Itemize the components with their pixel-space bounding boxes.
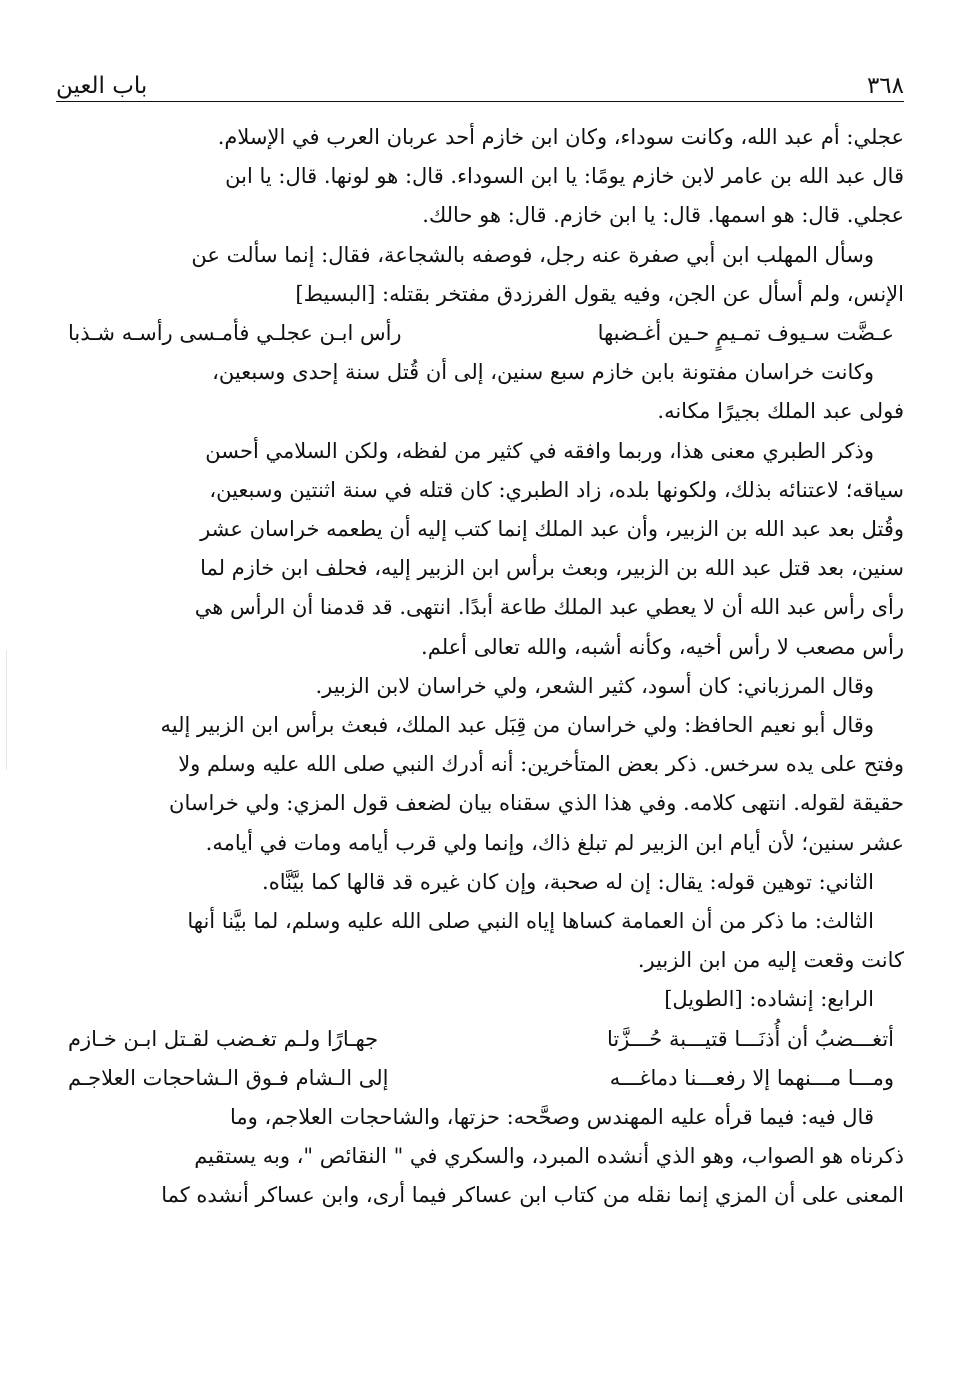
text-line: سياقه؛ لاعتنائه بذلك، ولكونها بلده، زاد الطبري: كان قتله في سنة اثنتين وسبعين، [209,477,904,502]
hemistich-first: عـضَّت سـيوف تمـيمٍ حـين أغـضبها [597,321,894,346]
text-line: المعنى على أن المزي إنما نقله من كتاب ابن عساكر فيما أرى، وابن عساكر أنشده كما [161,1183,904,1208]
poem-verse [56,314,904,353]
text-line: وقال المرزباني: كان أسود، كثير الشعر، ولي خراسان لابن الزبير. [315,673,874,698]
page-number: ٣٦٨ [866,73,904,99]
text-line: فولى عبد الملك بجيرًا مكانه. [657,399,904,424]
poem-verse [56,1059,904,1098]
text-line: قال عبد الله بن عامر لابن خازم يومًا: يا ابن السوداء. قال: هو لونها. قال: يا ابن [225,164,904,189]
text-line: وقال أبو نعيم الحافظ: ولي خراسان من قِبَل عبد الملك، فبعث برأس ابن الزبير إليه [160,713,874,738]
text-line: سنين، بعد قتل عبد الله بن الزبير، وبعث برأس ابن الزبير إليه، فحلف ابن خازم لما [200,556,904,581]
text-line: وسأل المهلب ابن أبي صفرة عنه رجل، فوصفه بالشجاعة، فقال: إنما سألت عن [191,242,874,267]
text-line: عجلي: أم عبد الله، وكانت سوداء، وكان ابن خازم أحد عربان العرب في الإسلام. [217,125,904,149]
text-line: حقيقة لقوله. انتهى كلامه. وفي هذا الذي سقناه بيان لضعف قول المزي: ولي خراسان [169,791,904,816]
text-line: وذكر الطبري معنى هذا، وربما وافقه في كثير من لفظه، ولكن السلامي أحسن [205,438,874,463]
text-line: الرابع: إنشاده: [الطويل] [664,987,874,1012]
text-line: عشر سنين؛ لأن أيام ابن الزبير لم تبلغ ذاك، وإنما ولي قرب أيامه ومات في أيامه. [205,830,904,855]
text-line: رأى رأس عبد الله أن لا يعطي عبد الملك طاعة أبدًا. انتهى. قد قدمنا أن الرأس هي [194,595,904,620]
page-header [56,66,904,102]
text-line: ذكرناه هو الصواب، وهو الذي أنشده المبرد، والسكري في " النقائص "، وبه يستقيم [194,1144,904,1169]
text-line: الثاني: توهين قوله: يقال: إن له صحبة، وإن كان غيره قد قالها كما بيَّنَّاه. [262,869,874,894]
scan-margin-mark [6,650,7,770]
text-line: عجلي. قال: هو اسمها. قال: يا ابن خازم. قال: هو حالك. [422,203,904,228]
poem-verse [56,1020,904,1059]
text-line: كانت وقعت إليه من ابن الزبير. [637,948,904,973]
text-line: وفتح على يده سرخس. ذكر بعض المتأخرين: أنه أدرك النبي صلى الله عليه وسلم ولا [178,752,904,777]
hemistich-first: ومـــا مـــنهما إلا رفعـــنا دماغـــه [609,1065,894,1090]
text-line: قال فيه: فيما قرأه عليه المهندس وصحَّحه: حزتها، والشاحجات العلاجم، وما [230,1105,874,1130]
text-line: رأس مصعب لا رأس أخيه، وكأنه أشبه، والله تعالى أعلم. [421,634,904,659]
text-line: وقُتل بعد عبد الله بن الزبير، وأن عبد الملك إنما كتب إليه أن يطعمه خراسان عشر [200,517,904,542]
text-line: وكانت خراسان مفتونة بابن خازم سبع سنين، إلى أن قُتل سنة إحدى وسبعين، [212,360,874,385]
main-text [56,118,904,1216]
section-title: باب العين [56,73,148,99]
text-line: الإنس، ولم أسأل عن الجن، وفيه يقول الفرزدق مفتخر بقتله: [البسيط] [295,281,904,306]
text-line: الثالث: ما ذكر من أن العمامة كساها إياه النبي صلى الله عليه وسلم، لما بيَّنا أنها [187,909,874,934]
hemistich-first: أتغـــضبُ أن أُذنَـــا قتيـــبة حُـــزَّتا [607,1026,894,1051]
hemistich-second: رأس ابـن عجلـي فأمـسى رأسـه شـذبا [68,321,402,346]
hemistich-second: جهـارًا ولـم تغـضب لقـتل ابـن خـازم [68,1026,379,1051]
hemistich-second: إلى الـشام فـوق الـشاحجات العلاجـم [68,1065,389,1090]
